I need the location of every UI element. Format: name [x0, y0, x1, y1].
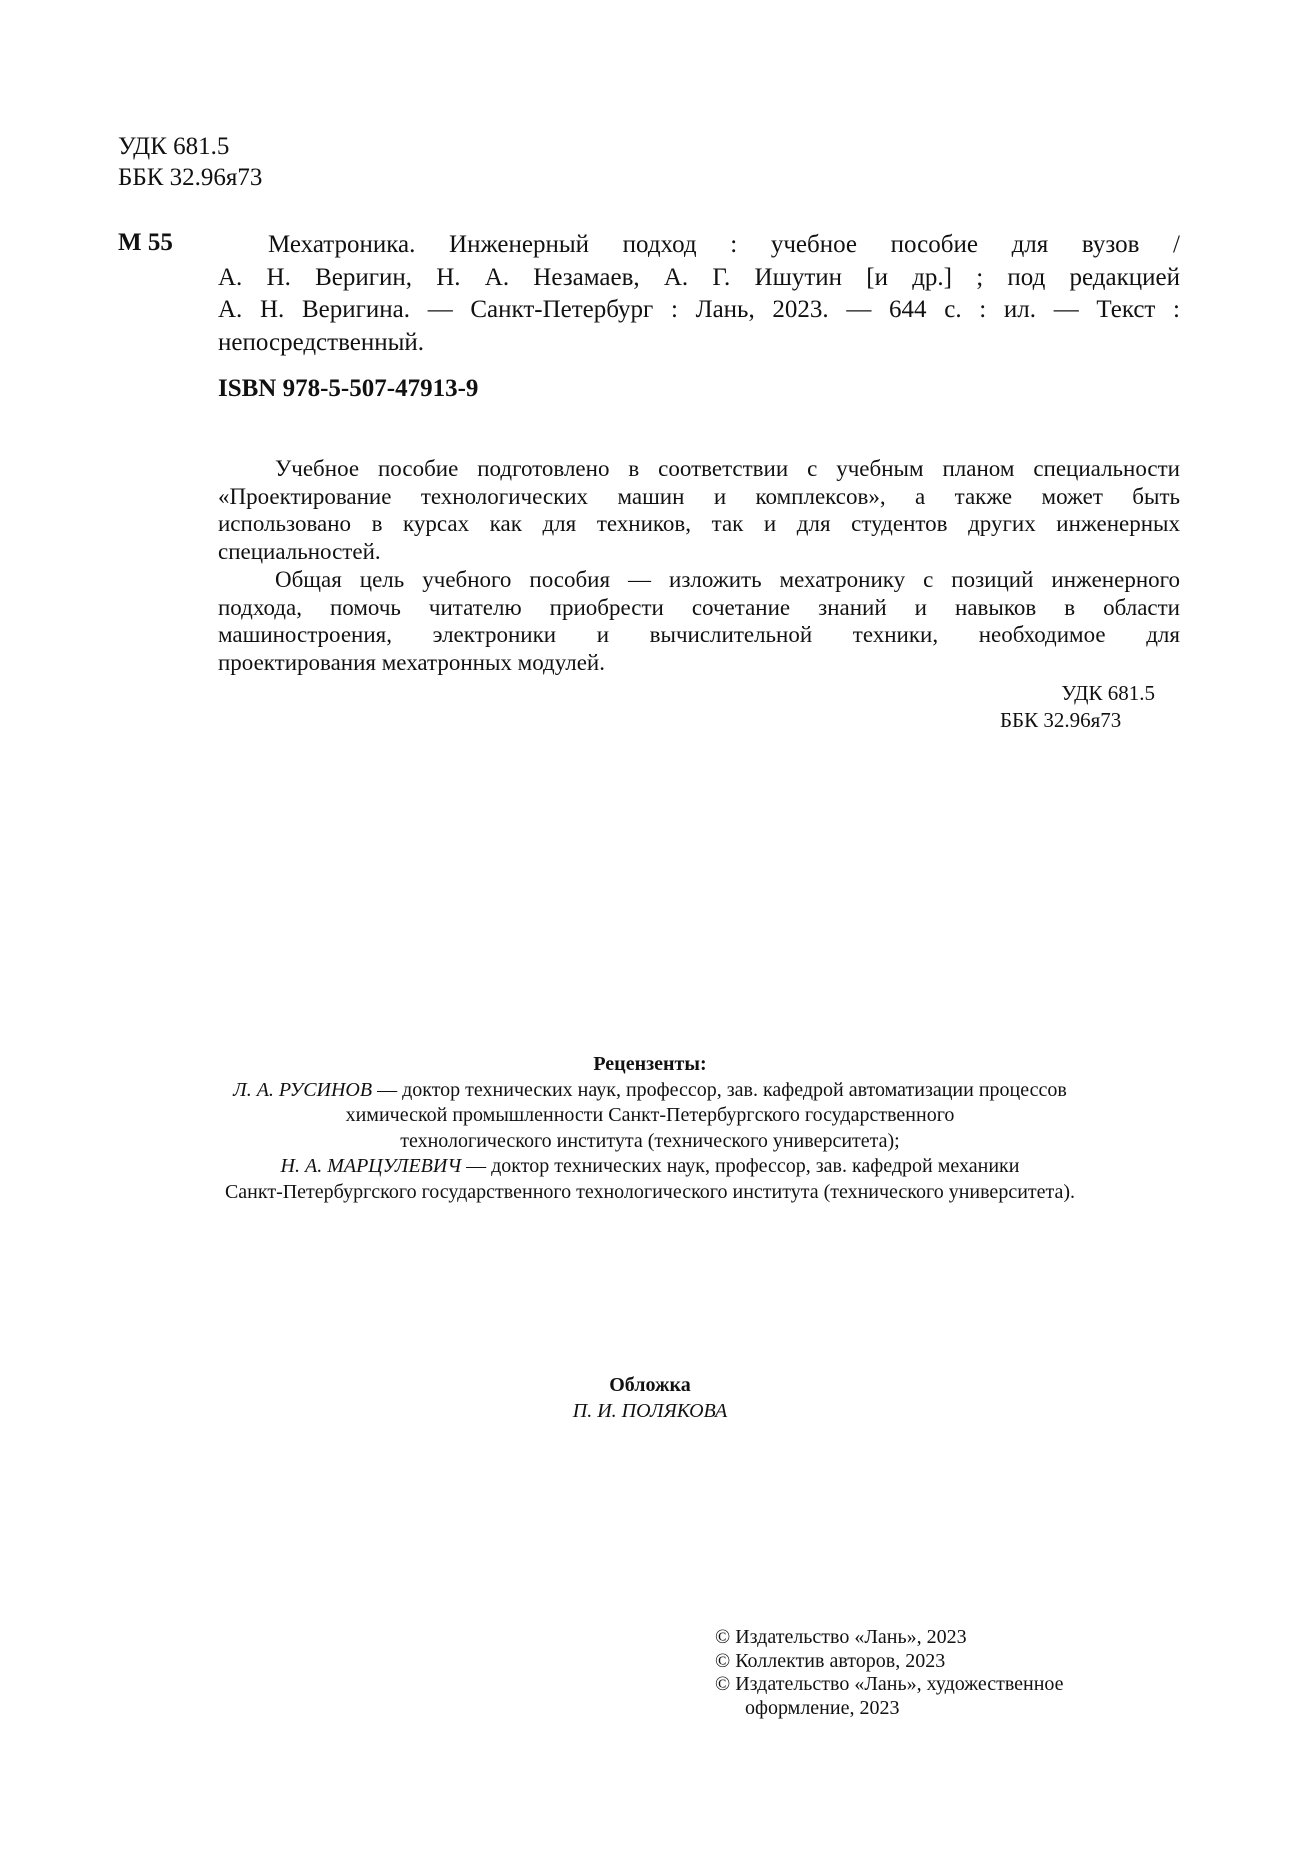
annotation-line: машиностроения, электроники и вычислительной техники, необходимое для — [218, 622, 1180, 648]
reviewers-heading: Рецензенты: — [593, 1053, 707, 1075]
annotation-line: Учебное пособие подготовлено в соответствии с учебным планом специальности — [275, 456, 1180, 481]
annotation — [218, 455, 1180, 677]
isbn: ISBN 978-5-507-47913-9 — [218, 375, 479, 402]
biblio-line: Мехатроника. Инженерный подход : учебное пособие для вузов / — [268, 231, 1180, 258]
classification-codes-right — [1000, 680, 1166, 734]
reviewer-name: Л. А. РУСИНОВ — [233, 1078, 373, 1101]
reviewer-name: Н. А. МАРЦУЛЕВИЧ — [280, 1155, 462, 1177]
annotation-line: специальностей. — [218, 539, 381, 565]
bbk-code: ББК 32.96я73 — [118, 164, 263, 191]
copyright-line: оформление, 2023 — [745, 1696, 900, 1719]
udk-code: УДК 681.5 — [118, 133, 230, 160]
annotation-line: использовано в курсах как для техников, так и для студентов других инженерных — [218, 511, 1180, 537]
bbk-code: ББК 32.96я73 — [1000, 708, 1122, 732]
copyright-block — [715, 1626, 1064, 1720]
reviewer-details: — доктор технических наук, профессор, зав. кафедрой механики — [461, 1155, 1020, 1177]
reviewer-2 — [118, 1154, 1182, 1180]
annotation-line: «Проектирование технологических машин и комплексов», а также может быть — [218, 483, 1180, 509]
reviewers-block — [118, 1052, 1182, 1205]
reviewer-details: — доктор технических наук, профессор, зав. кафедрой автоматизации процессов — [372, 1078, 1067, 1101]
bibliographic-record — [218, 229, 1180, 359]
cover-heading: Обложка — [609, 1374, 691, 1396]
biblio-line: А. Н. Веригина. — Санкт-Петербург : Лань, 2023. — 644 с. : ил. — Текст : — [218, 296, 1180, 323]
copyright-line: © Издательство «Лань», художественное — [715, 1673, 1064, 1695]
classification-codes-top — [118, 131, 262, 193]
annotation-line: проектирования мехатронных модулей. — [218, 649, 605, 675]
reviewer-1 — [118, 1078, 1182, 1104]
copyright-line: © Коллектив авторов, 2023 — [715, 1649, 946, 1672]
reviewer-details: химической промышленности Санкт-Петербургского государственного — [345, 1104, 955, 1126]
author-sign: М 55 — [118, 229, 173, 256]
annotation-line: подхода, помочь читателю приобрести сочетание знаний и навыков в области — [218, 594, 1180, 620]
udk-code: УДК 681.5 — [1061, 681, 1155, 705]
copyright-line: © Издательство «Лань», 2023 — [715, 1626, 967, 1648]
annotation-line: Общая цель учебного пособия — изложить мехатронику с позиций инженерного — [275, 566, 1180, 592]
biblio-line: непосредственный. — [218, 328, 425, 356]
cover-designer: П. И. ПОЛЯКОВА — [572, 1400, 728, 1422]
biblio-line: А. Н. Веригин, Н. А. Незамаев, А. Г. Ишутин [и др.] ; под редакцией — [218, 263, 1180, 291]
reviewer-details: технологического института (технического университета); — [400, 1129, 900, 1152]
reviewer-details: Санкт-Петербургского государственного технологического института (технического университета). — [224, 1180, 1076, 1203]
cover-credit — [118, 1372, 1182, 1424]
